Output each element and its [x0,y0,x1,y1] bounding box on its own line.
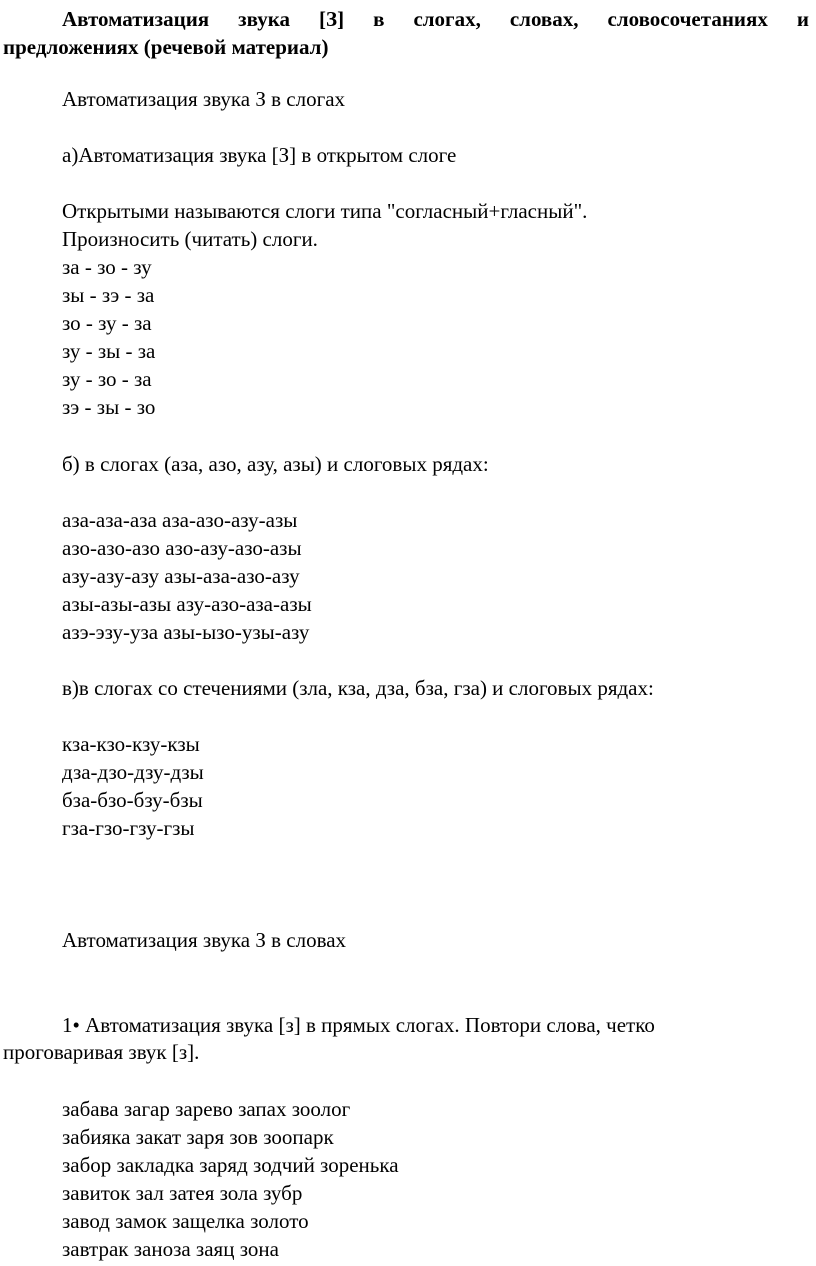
syllable-row-b: азы-азы-азы азу-азо-аза-азы [62,592,312,616]
open-syllable-row: зу - зо - за [62,367,152,391]
syllable-row-c: дза-дзо-дзу-дзы [62,760,204,784]
exercise-1-line-2: проговаривая звук [з]. [3,1040,200,1064]
syllable-row-c: бза-бзо-бзу-бзы [62,788,203,812]
section-syllables-heading: Автоматизация звука З в слогах [62,87,346,111]
word-row: забава загар зарево запах зоолог [62,1097,351,1121]
open-syllable-row: зы - зэ - за [62,283,155,307]
word-row: завод замок защелка золото [62,1209,309,1233]
section-words-heading: Автоматизация звука З в словах [62,928,347,952]
sub-c-heading: в)в слогах со стечениями (зла, кза, дза, бза, гза) и слоговых рядах: [62,676,654,700]
open-syllable-definition: Открытыми называются слоги типа "согласный+гласный". [62,199,588,223]
title-line-2: предложениях (речевой материал) [3,35,329,59]
word-row: забор закладка заряд зодчий зоренька [62,1153,399,1177]
open-syllable-row: зо - зу - за [62,311,152,335]
syllable-row-b: азо-азо-азо азо-азу-азо-азы [62,536,302,560]
instruction-read: Произносить (читать) слоги. [62,227,318,251]
document-title [3,5,809,61]
open-syllable-row: зу - зы - за [62,339,156,363]
sub-b-heading: б) в слогах (аза, азо, азу, азы) и слоговых рядах: [62,452,489,476]
open-syllable-row: за - зо - зу [62,255,152,279]
syllable-row-c: гза-гзо-гзу-гзы [62,816,195,840]
open-syllable-row: зэ - зы - зо [62,395,156,419]
word-row: завтрак заноза заяц зона [62,1237,279,1261]
syllable-row-b: аза-аза-аза аза-азо-азу-азы [62,508,298,532]
sub-a-heading: а)Автоматизация звука [З] в открытом слоге [62,143,457,167]
word-row: забияка закат заря зов зоопарк [62,1125,334,1149]
syllable-row-b: азу-азу-азу азы-аза-азо-азу [62,564,300,588]
title-line-1: Автоматизация звука [З] в слогах, словах, словосочетаниях и [62,7,809,31]
syllable-row-b: азэ-эзу-уза азы-ызо-узы-азу [62,620,310,644]
word-row: завиток зал затея зола зубр [62,1181,303,1205]
syllable-row-c: кза-кзо-кзу-кзы [62,732,200,756]
exercise-1 [3,1012,809,1066]
exercise-1-line-1: 1• Автоматизация звука [з] в прямых слогах. Повтори слова, четко [62,1013,655,1037]
